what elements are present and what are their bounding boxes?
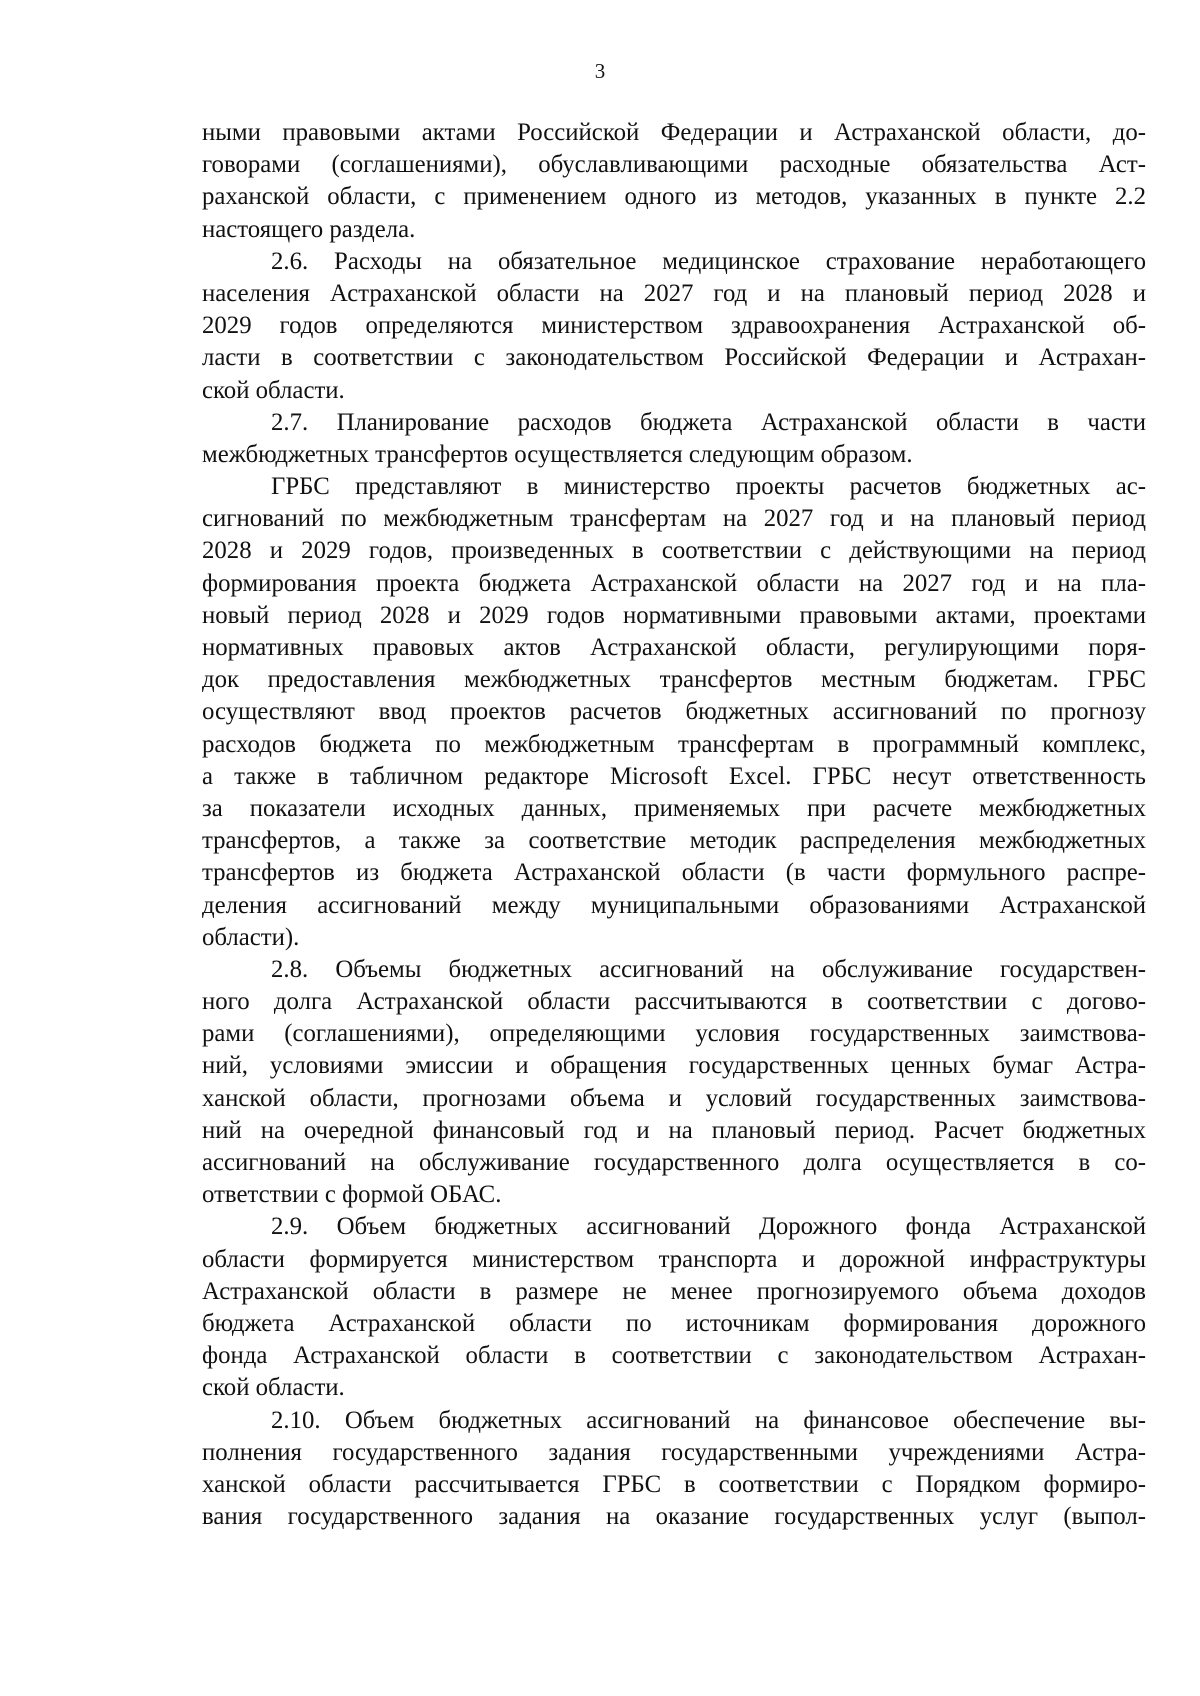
text-line: док предоставления межбюджетных трансфертов местным бюджетам. ГРБС bbox=[202, 666, 1146, 694]
text-line: нормативных правовых актов Астраханской области, регулирующими поря- bbox=[202, 634, 1146, 661]
text-line: новый период 2028 и 2029 годов нормативными правовыми актами, проектами bbox=[202, 601, 1146, 629]
text-line: формирования проекта бюджета Астраханской области на 2027 год и на пла- bbox=[202, 569, 1146, 597]
text-line: вания государственного задания на оказание государственных услуг (выпол- bbox=[202, 1503, 1146, 1531]
text-line: бюджета Астраханской области по источникам формирования дорожного bbox=[202, 1309, 1146, 1337]
text-line: ласти в соответствии с законодательством Российской Федерации и Астрахан- bbox=[202, 344, 1146, 372]
text-line: 2.6. Расходы на обязательное медицинское страхование неработающего bbox=[271, 247, 1146, 275]
text-line: а также в табличном редакторе Microsoft Excel. ГРБС несут ответственность bbox=[202, 762, 1146, 790]
body-text bbox=[202, 117, 1146, 1533]
text-line: 2028 и 2029 годов, произведенных в соответствии с действующими на период bbox=[202, 537, 1146, 565]
text-line: настоящего раздела. bbox=[202, 215, 416, 243]
text-line: межбюджетных трансфертов осуществляется следующим образом. bbox=[202, 440, 913, 468]
text-line: ассигнований на обслуживание государственного долга осуществляется в со- bbox=[202, 1149, 1146, 1176]
text-line: 2.8. Объемы бюджетных ассигнований на обслуживание государствен- bbox=[271, 955, 1146, 983]
text-line: ний на очередной финансовый год и на плановый период. Расчет бюджетных bbox=[202, 1116, 1146, 1144]
text-line: трансфертов из бюджета Астраханской области (в части формульного распре- bbox=[202, 859, 1146, 887]
text-line: трансфертов, а также за соответствие методик распределения межбюджетных bbox=[202, 827, 1146, 855]
text-line: ханской области, прогнозами объема и условий государственных заимствова- bbox=[202, 1084, 1146, 1112]
text-line: ными правовыми актами Российской Федерации и Астраханской области, до- bbox=[202, 119, 1146, 146]
text-line: раханской области, с применением одного из методов, указанных в пункте 2.2 bbox=[202, 183, 1146, 211]
text-line: полнения государственного задания государственными учреждениями Астра- bbox=[202, 1438, 1146, 1466]
text-line: ГРБС представляют в министерство проекты расчетов бюджетных ас- bbox=[271, 473, 1146, 501]
text-line: осуществляют ввод проектов расчетов бюджетных ассигнований по прогнозу bbox=[202, 698, 1146, 726]
text-line: населения Астраханской области на 2027 год и на плановый период 2028 и bbox=[202, 279, 1146, 307]
text-line: фонда Астраханской области в соответствии с законодательством Астрахан- bbox=[202, 1342, 1146, 1370]
text-line: Астраханской области в размере не менее прогнозируемого объема доходов bbox=[202, 1277, 1146, 1305]
text-line: 2.9. Объем бюджетных ассигнований Дорожного фонда Астраханской bbox=[271, 1213, 1146, 1241]
page-number: 3 bbox=[594, 59, 606, 83]
text-line: ного долга Астраханской области рассчитываются в соответствии с догово- bbox=[202, 988, 1146, 1016]
text-line: области). bbox=[202, 923, 300, 951]
text-line: 2029 годов определяются министерством здравоохранения Астраханской об- bbox=[202, 312, 1146, 340]
text-line: деления ассигнований между муниципальными образованиями Астраханской bbox=[202, 891, 1146, 919]
text-line: за показатели исходных данных, применяемых при расчете межбюджетных bbox=[202, 794, 1146, 822]
text-line: расходов бюджета по межбюджетным трансфертам в программный комплекс, bbox=[202, 730, 1146, 758]
text-line: ской области. bbox=[202, 376, 345, 404]
text-line: области формируется министерством транспорта и дорожной инфраструктуры bbox=[202, 1245, 1146, 1273]
text-line: говорами (соглашениями), обуславливающими расходные обязательства Аст- bbox=[202, 151, 1146, 179]
text-line: ханской области рассчитывается ГРБС в соответствии с Порядком формиро- bbox=[202, 1470, 1146, 1498]
text-line: ской области. bbox=[202, 1374, 345, 1402]
text-line: ответствии с формой ОБАС. bbox=[202, 1181, 502, 1209]
text-line: 2.10. Объем бюджетных ассигнований на финансовое обеспечение вы- bbox=[271, 1406, 1146, 1434]
text-line: рами (соглашениями), определяющими условия государственных заимствова- bbox=[202, 1020, 1146, 1048]
text-line: сигнований по межбюджетным трансфертам на 2027 год и на плановый период bbox=[202, 505, 1146, 533]
text-line: ний, условиями эмиссии и обращения государственных ценных бумаг Астра- bbox=[202, 1052, 1146, 1080]
text-line: 2.7. Планирование расходов бюджета Астраханской области в части bbox=[271, 408, 1146, 436]
